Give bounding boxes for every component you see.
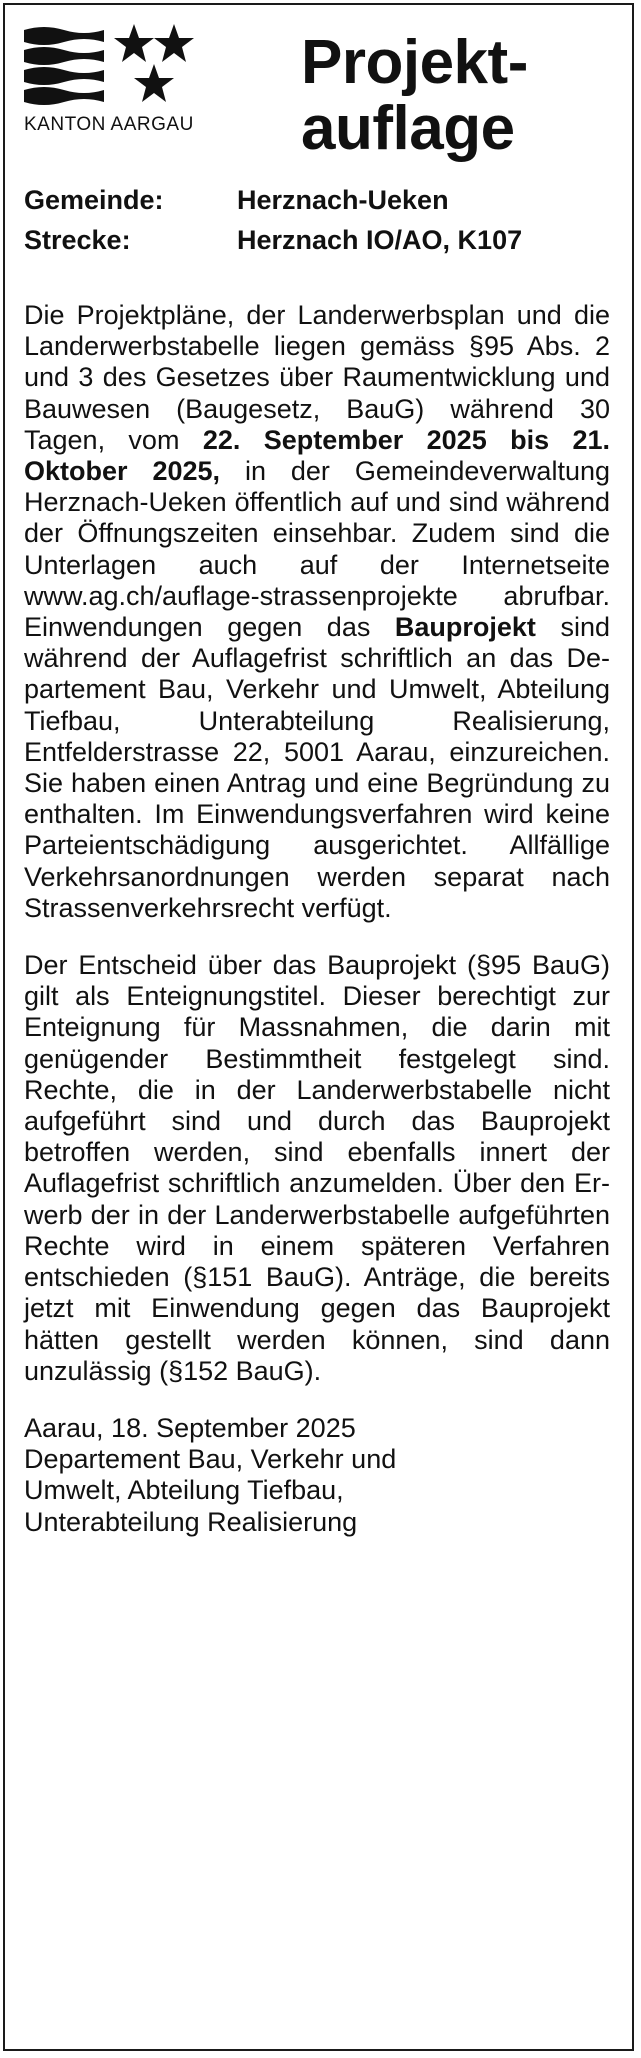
paragraph-auflage-part2: in der Gemeindeverwaltung Herznach-Ueken öffentlich auf und sind während der Öffnungszeiten einsehbar. Zudem sind die Unterlagen auch auf der Internetseite www.ag.ch/auflage-strassenprojekte abrufbar. Einwendungen gegen das — [24, 456, 610, 643]
paragraph-auflage — [24, 300, 610, 924]
notice-title-line1: Projekt- — [301, 28, 528, 97]
paragraph-enteignung: Der Entscheid über das Bauprojekt (§95 BauG) gilt als Enteignungstitel. Dieser berechtigt zur Enteignung für Massnahmen, die darin mit genügender Bestimmtheit festgelegt sind. Rechte, die in der Landerwerbstabelle nicht aufgeführt sind und durch das Bauprojekt betroffen werden, sind ebenfalls innert der Auflagefrist schriftlich anzumelden. Über den Erwerb der in der Landerwerbstabelle aufgeführten Rechte wird in einem späteren Verfahren entschieden (§151 BauG). Anträge, die bereits jetzt mit Einwendung gegen das Bauprojekt hätten gestellt werden können, sind dann unzulässig (§152 BauG). — [24, 950, 610, 1386]
notice-body — [24, 300, 610, 1538]
meta-row-gemeinde — [24, 180, 614, 220]
bauprojekt-emphasis: Bauprojekt — [394, 612, 536, 643]
kanton-aargau-logo — [24, 22, 244, 142]
gemeinde-label: Gemeinde: — [24, 185, 164, 215]
notice-title-line2: auflage — [301, 94, 515, 163]
notice-title — [301, 30, 528, 162]
notice-meta — [24, 180, 614, 260]
notice-header — [24, 22, 624, 172]
meta-row-strecke — [24, 220, 614, 260]
signature-line2: Departement Bau, Verkehr und — [24, 1444, 397, 1475]
paragraph-auflage-part1: Die Projektpläne, der Landerwerbsplan und die Landerwerbstabelle liegen gemäss §95 Abs. 2 und 3 des Gesetzes über Raumentwicklung und Bauwesen (Baugesetz, BauG) während 30 Tagen, vom — [24, 300, 610, 455]
paragraph-auflage-part3: sind während der Auflagefrist schriftlich an das Departement Bau, Verkehr und Umwelt, Abteilung Tiefbau, Unterabteilung Realisierung, Entfelderstrasse 22, 5001 Aarau, einzureichen. Sie haben einen Antrag und eine Begründung zu enthalten. Im Einwendungsverfahren wird keine Parteientschädigung ausgerichtet. Allfällige Verkehrsanordnungen werden separat nach Strassenverkehrsrecht verfügt. — [24, 612, 610, 923]
aargau-stars-icon — [114, 24, 194, 102]
gemeinde-value: Herznach-Ueken — [237, 185, 449, 215]
aargau-waves-icon — [24, 27, 104, 105]
signature-date: Aarau, 18. September 2025 — [24, 1412, 356, 1443]
auflage-dates: 22. September 2025 bis 21. Oktober 2025, — [24, 424, 611, 487]
strecke-value: Herznach IO/AO, K107 — [237, 225, 523, 255]
signature-line4: Unterabteilung Realisierung — [24, 1506, 358, 1537]
signature-block — [24, 1413, 610, 1538]
logo-caption: KANTON AARGAU — [24, 114, 194, 135]
strecke-label: Strecke: — [24, 225, 131, 255]
signature-line3: Umwelt, Abteilung Tiefbau, — [24, 1475, 344, 1506]
aargau-coat-of-arms-icon — [24, 22, 239, 112]
